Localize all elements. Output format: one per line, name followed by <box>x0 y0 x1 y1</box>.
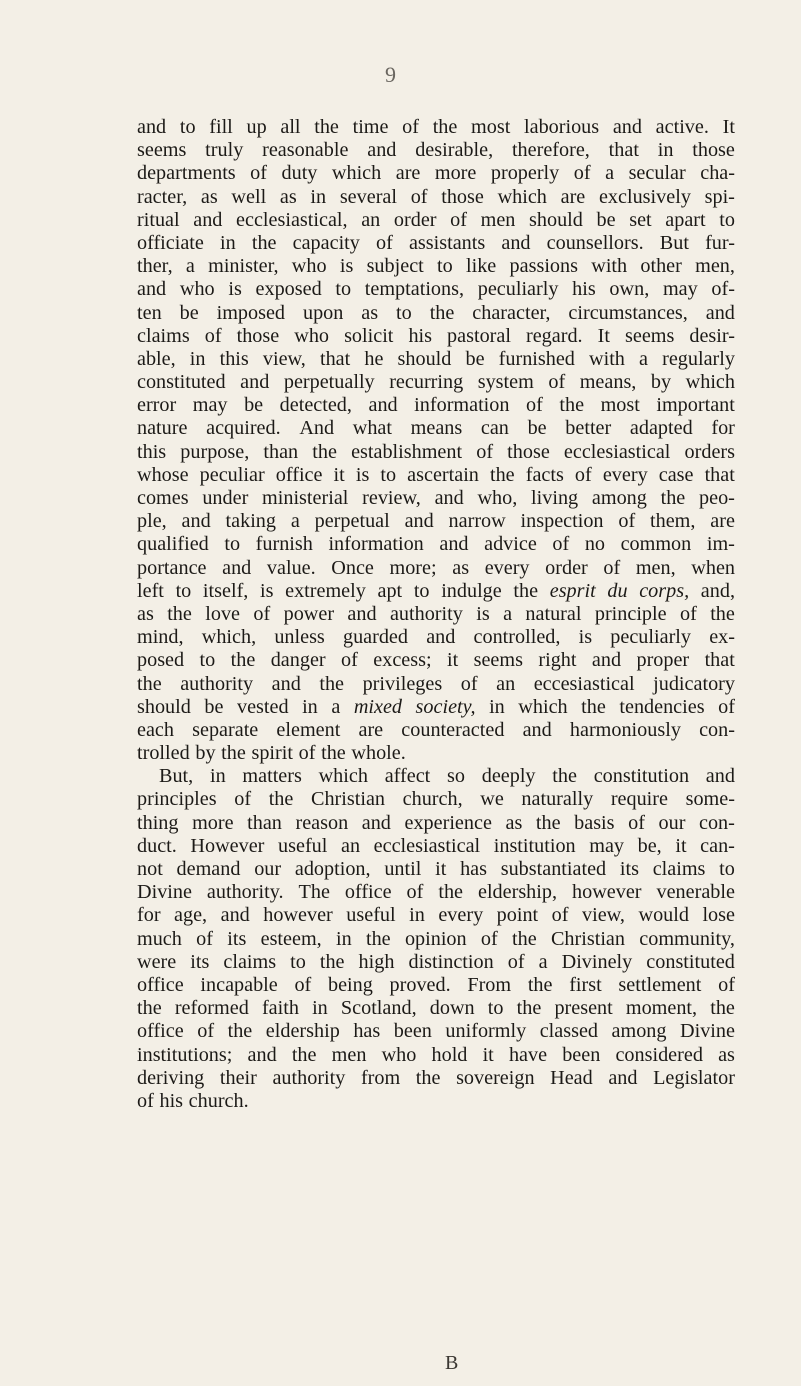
text-line: this purpose, than the establishment of those ecclesiastical orders <box>137 440 735 463</box>
signature-mark: B <box>445 1352 459 1374</box>
paragraph <box>137 116 735 765</box>
text-line: the authority and the privileges of an eccesiastical judicatory <box>137 672 735 695</box>
text-line: ten be imposed upon as to the character, circumstances, and <box>137 301 735 324</box>
text-line: posed to the danger of excess; it seems right and proper that <box>137 649 735 672</box>
text-line: ple, and taking a perpetual and narrow inspection of them, are <box>137 510 735 533</box>
text-line: constituted and perpetually recurring system of means, by which <box>137 371 735 394</box>
text-line: and to fill up all the time of the most laborious and active. It <box>137 116 735 138</box>
text-line: not demand our adoption, until it has substantiated its claims to <box>137 858 735 880</box>
text-line: mind, which, unless guarded and controlled, is peculiarly ex- <box>137 626 735 649</box>
text-line: as the love of power and authority is a natural principle of the <box>137 602 735 625</box>
paragraph <box>137 765 735 1113</box>
text-line: office of the eldership has been uniformly classed among Divine <box>137 1020 735 1043</box>
body-text <box>137 116 735 1113</box>
text-line: for age, and however useful in every point of view, would lose <box>137 904 735 927</box>
text-line: should be vested in a mixed society, in which the tendencies of <box>137 695 735 718</box>
text-line: much of its esteem, in the opinion of the Christian community, <box>137 927 735 950</box>
text-line: departments of duty which are more properly of a secular cha- <box>137 162 735 185</box>
text-line: qualified to furnish information and advice of no common im- <box>137 533 735 556</box>
text-line: whose peculiar office it is to ascertain the facts of every case that <box>137 463 735 486</box>
text-line: Divine authority. The office of the eldership, however venerable <box>137 881 735 904</box>
page-number: 9 <box>385 62 396 87</box>
text-line: of his church. <box>137 1089 249 1112</box>
text-line: trolled by the spirit of the whole. <box>137 742 406 765</box>
text-line: ther, a minister, who is subject to like passions with other men, <box>137 255 735 278</box>
text-line: portance and value. Once more; as every order of men, when <box>137 556 735 579</box>
text-line: office incapable of being proved. From the first settlement of <box>137 973 735 996</box>
text-line: each separate element are counteracted and harmoniously con- <box>137 718 735 741</box>
text-line: racter, as well as in several of those which are exclusively spi- <box>137 185 735 208</box>
text-line: comes under ministerial review, and who, living among the peo- <box>137 487 735 509</box>
text-line: duct. However useful an ecclesiastical institution may be, it can- <box>137 834 735 857</box>
text-line: officiate in the capacity of assistants and counsellors. But fur- <box>137 231 735 254</box>
text-line: ritual and ecclesiastical, an order of men should be set apart to <box>137 208 735 231</box>
text-line: able, in this view, that he should be furnished with a regularly <box>137 347 735 370</box>
text-line: thing more than reason and experience as the basis of our con- <box>137 811 735 834</box>
text-line: claims of those who solicit his pastoral regard. It seems desir- <box>137 324 735 347</box>
text-line: deriving their authority from the sovereign Head and Legislator <box>137 1066 735 1089</box>
text-line: and who is exposed to temptations, peculiarly his own, may of- <box>137 278 735 301</box>
text-line: seems truly reasonable and desirable, therefore, that in those <box>137 139 735 162</box>
text-line: were its claims to the high distinction of a Divinely constituted <box>137 950 735 973</box>
text-line: nature acquired. And what means can be better adapted for <box>137 417 735 440</box>
text-line: error may be detected, and information of the most important <box>137 394 735 417</box>
text-line: left to itself, is extremely apt to indulge the esprit du corps, and, <box>137 579 735 602</box>
text-line: principles of the Christian church, we naturally require some- <box>137 788 735 811</box>
text-line: But, in matters which affect so deeply the constitution and <box>159 765 735 788</box>
text-line: the reformed faith in Scotland, down to the present moment, the <box>137 997 735 1020</box>
text-line: institutions; and the men who hold it have been considered as <box>137 1043 735 1066</box>
